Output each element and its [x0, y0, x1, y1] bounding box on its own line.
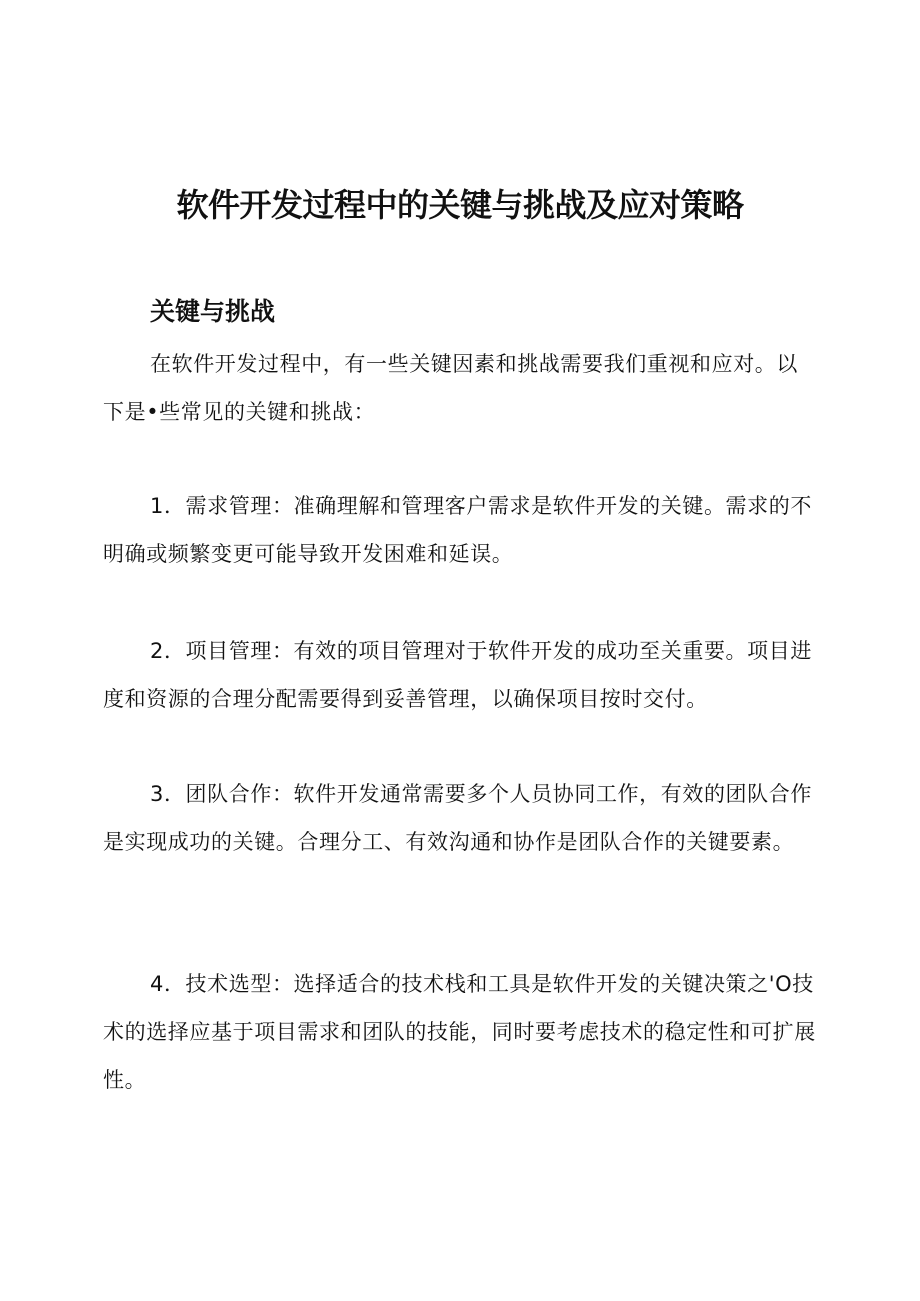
- list-item: 3．团队合作：软件开发通常需要多个人员协同工作，有效的团队合作是实现成功的关键。合理分工、有效沟通和协作是团队合作的关键要素。: [103, 782, 812, 854]
- document-title: 软件开发过程中的关键与挑战及应对策略: [176, 186, 744, 224]
- list-item: 4．技术选型：选择适合的技术栈和工具是软件开发的关键决策之'O技术的选择应基于项目需求和团队的技能，同时要考虑技术的稳定性和可扩展性。: [103, 972, 816, 1092]
- list-item: 1．需求管理：准确理解和管理客户需求是软件开发的关键。需求的不明确或频繁变更可能导致开发困难和延误。: [103, 494, 812, 566]
- list-item: 2．项目管理：有效的项目管理对于软件开发的成功至关重要。项目进度和资源的合理分配需要得到妥善管理，以确保项目按时交付。: [103, 639, 812, 711]
- section-heading: 关键与挑战: [150, 297, 276, 326]
- intro-paragraph: 在软件开发过程中，有一些关键因素和挑战需要我们重视和应对。以下是•些常见的关键和挑战：: [103, 352, 798, 424]
